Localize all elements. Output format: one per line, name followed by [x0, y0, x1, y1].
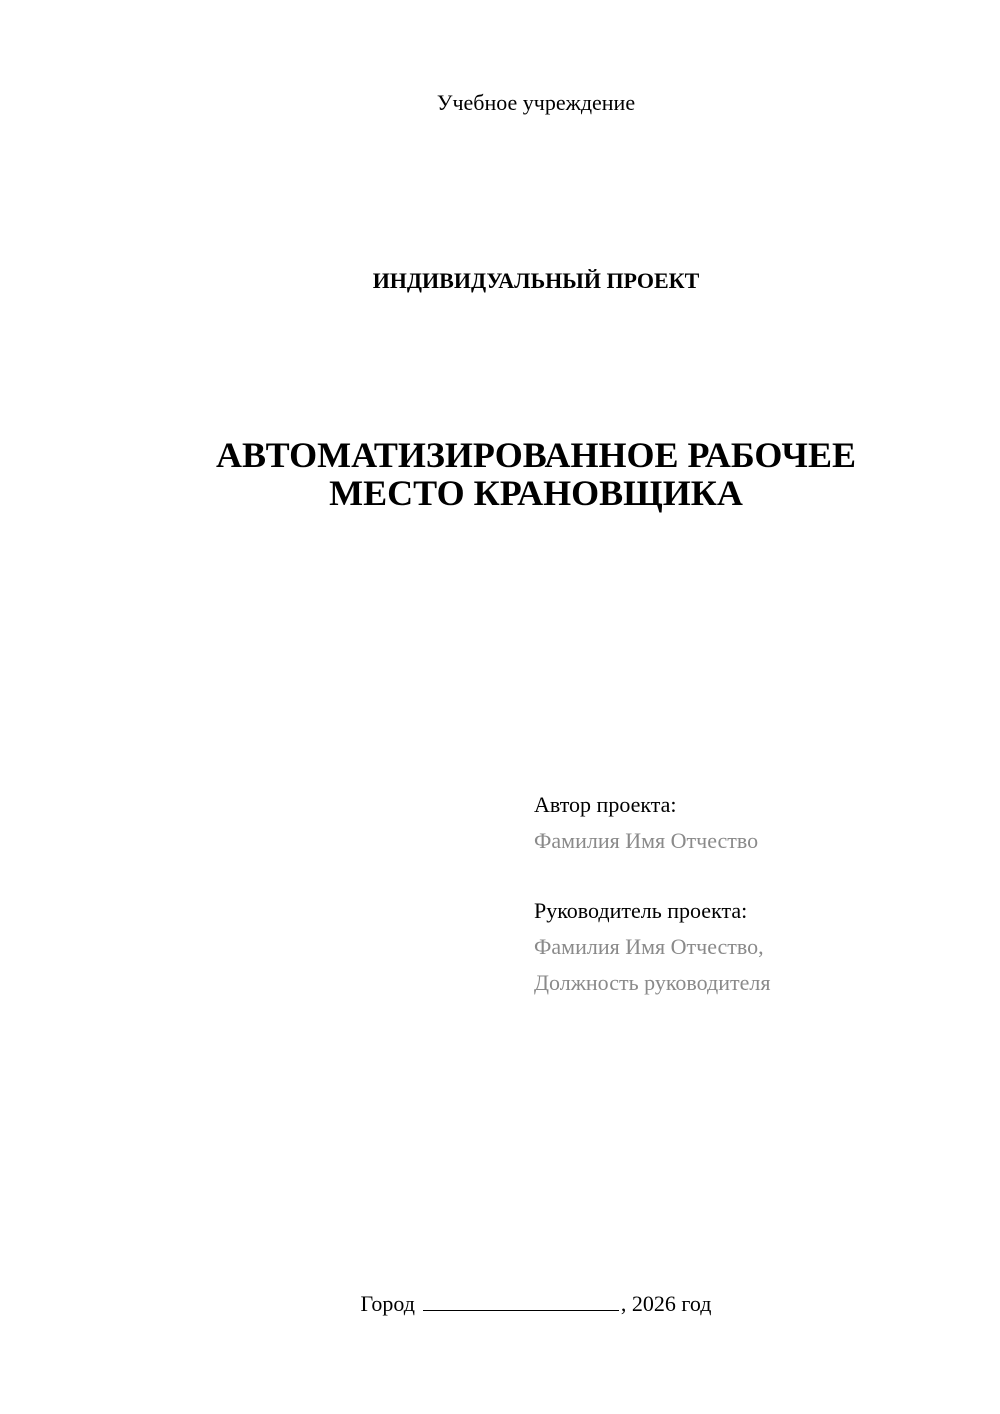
project-title-line-2: МЕСТО КРАНОВЩИКА — [329, 473, 743, 513]
project-title — [0, 436, 1000, 512]
supervisor-name: Фамилия Имя Отчество, — [534, 934, 764, 959]
document-type: ИНДИВИДУАЛЬНЫЙ ПРОЕКТ — [372, 268, 700, 293]
city-year-line — [0, 1288, 1000, 1317]
institution-name: Учебное учреждение — [436, 90, 636, 115]
signature-block — [534, 787, 954, 1001]
author-label: Автор проекта: — [534, 792, 677, 817]
city-label: Город — [360, 1291, 415, 1316]
supervisor-label: Руководитель проекта: — [534, 898, 748, 923]
supervisor-position: Должность руководителя — [534, 970, 771, 995]
author-name: Фамилия Имя Отчество — [534, 828, 759, 853]
year-text: , 2026 год — [620, 1291, 712, 1316]
signature-spacer — [534, 859, 954, 893]
project-title-line-1: АВТОМАТИЗИРОВАННОЕ РАБОЧЕЕ — [216, 435, 856, 475]
city-blank-line — [423, 1288, 619, 1311]
